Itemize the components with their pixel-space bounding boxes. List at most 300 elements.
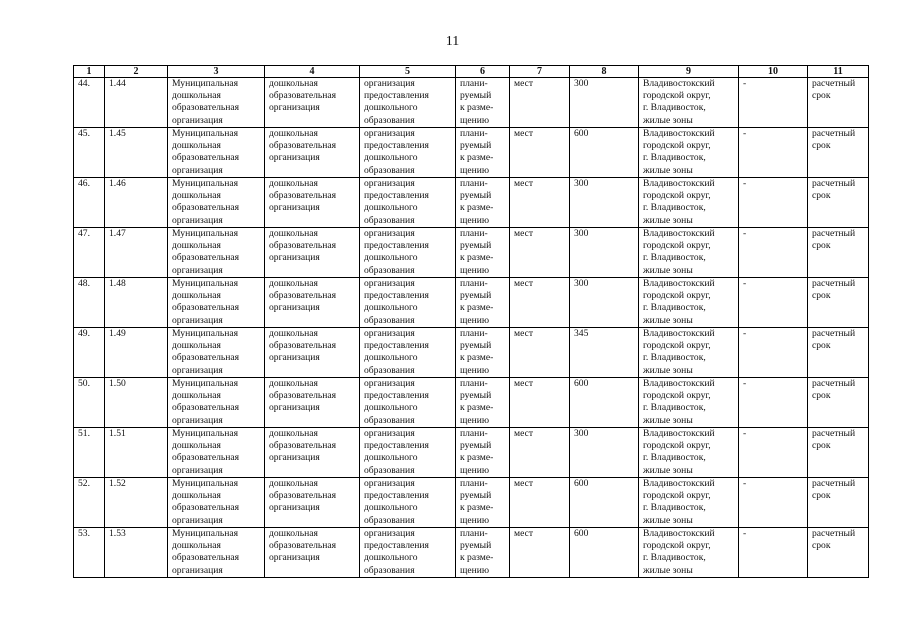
capacity-cell: 300: [570, 278, 639, 328]
location-cell-line: жилые зоны: [643, 164, 693, 176]
status-cell-line: руемый: [460, 440, 492, 452]
object-type-cell-line: дошкольная: [172, 290, 221, 302]
object-kind-cell: [265, 328, 360, 378]
purpose-cell-line: дошкольного: [364, 152, 418, 164]
object-type-cell: [168, 178, 265, 228]
row-code-cell: 1.50: [105, 378, 168, 428]
header-row: [74, 66, 869, 78]
location-cell-line: Владивостокский: [643, 528, 715, 539]
object-kind-cell-line: образовательная: [269, 540, 337, 552]
purpose-cell: [360, 528, 456, 578]
purpose-cell-line: образования: [364, 314, 415, 326]
capacity-cell: 600: [570, 378, 639, 428]
object-type-cell-line: образовательная: [172, 352, 240, 364]
object-type-cell: [168, 428, 265, 478]
term-cell: [808, 278, 869, 328]
purpose-cell-line: организация: [364, 228, 415, 239]
row-code-cell: 1.49: [105, 328, 168, 378]
term-cell-line: срок: [812, 90, 831, 102]
term-cell-line: расчетный: [812, 428, 856, 439]
status-cell-line: руемый: [460, 340, 492, 352]
column-header: 7: [510, 66, 570, 78]
location-cell-line: городской округ,: [643, 490, 711, 502]
table-row: [74, 478, 869, 528]
status-cell: [456, 178, 510, 228]
object-type-cell-line: организация: [172, 114, 223, 126]
location-cell-line: г. Владивосток,: [643, 502, 706, 514]
purpose-cell-line: предоставления: [364, 340, 429, 352]
object-kind-cell-line: образовательная: [269, 290, 337, 302]
location-cell: [639, 278, 739, 328]
column-header: 6: [456, 66, 510, 78]
purpose-cell-line: организация: [364, 278, 415, 289]
status-cell-line: к разме-: [460, 502, 494, 514]
purpose-cell-line: дошкольного: [364, 402, 418, 414]
location-cell-line: городской округ,: [643, 440, 711, 452]
object-type-cell-line: организация: [172, 414, 223, 426]
object-type-cell-line: дошкольная: [172, 540, 221, 552]
location-cell: [639, 328, 739, 378]
term-cell-line: срок: [812, 440, 831, 452]
purpose-cell-line: предоставления: [364, 390, 429, 402]
location-cell-line: жилые зоны: [643, 564, 693, 576]
status-cell: [456, 328, 510, 378]
object-type-cell-line: организация: [172, 314, 223, 326]
status-cell-line: руемый: [460, 490, 492, 502]
location-cell-line: г. Владивосток,: [643, 252, 706, 264]
object-type-cell-line: образовательная: [172, 202, 240, 214]
zone-cell: -: [739, 178, 808, 228]
location-cell: [639, 128, 739, 178]
object-kind-cell-line: образовательная: [269, 190, 337, 202]
location-cell-line: жилые зоны: [643, 414, 693, 426]
row-code-cell: 1.47: [105, 228, 168, 278]
object-kind-cell-line: организация: [269, 352, 320, 364]
object-kind-cell-line: образовательная: [269, 490, 337, 502]
purpose-cell-line: предоставления: [364, 240, 429, 252]
object-type-cell-line: образовательная: [172, 302, 240, 314]
status-cell-line: плани-: [460, 328, 488, 339]
location-cell-line: г. Владивосток,: [643, 352, 706, 364]
object-kind-cell: [265, 428, 360, 478]
status-cell: [456, 478, 510, 528]
object-type-cell-line: Муниципальная: [172, 228, 239, 239]
object-type-cell-line: дошкольная: [172, 390, 221, 402]
term-cell-line: расчетный: [812, 78, 856, 89]
object-kind-cell-line: образовательная: [269, 140, 337, 152]
unit-cell: мест: [510, 378, 570, 428]
status-cell: [456, 428, 510, 478]
object-kind-cell: [265, 378, 360, 428]
term-cell-line: расчетный: [812, 178, 856, 189]
object-kind-cell-line: образовательная: [269, 90, 337, 102]
location-cell-line: Владивостокский: [643, 78, 715, 89]
object-kind-cell-line: дошкольная: [269, 228, 318, 239]
column-header: 2: [105, 66, 168, 78]
object-type-cell-line: дошкольная: [172, 190, 221, 202]
status-cell-line: руемый: [460, 90, 492, 102]
location-cell-line: городской округ,: [643, 240, 711, 252]
purpose-cell-line: организация: [364, 528, 415, 539]
capacity-cell: 300: [570, 178, 639, 228]
location-cell-line: г. Владивосток,: [643, 402, 706, 414]
object-kind-cell: [265, 178, 360, 228]
status-cell-line: плани-: [460, 228, 488, 239]
purpose-cell: [360, 128, 456, 178]
purpose-cell-line: организация: [364, 328, 415, 339]
status-cell-line: щению: [460, 214, 490, 226]
object-type-cell-line: организация: [172, 264, 223, 276]
purpose-cell-line: дошкольного: [364, 302, 418, 314]
status-cell-line: к разме-: [460, 552, 494, 564]
purpose-cell-line: предоставления: [364, 290, 429, 302]
location-cell-line: жилые зоны: [643, 264, 693, 276]
object-kind-cell-line: образовательная: [269, 340, 337, 352]
capacity-cell: 345: [570, 328, 639, 378]
purpose-cell: [360, 178, 456, 228]
row-number-cell: 44.: [74, 78, 105, 128]
term-cell-line: расчетный: [812, 528, 856, 539]
object-type-cell-line: дошкольная: [172, 440, 221, 452]
status-cell-line: щению: [460, 414, 490, 426]
unit-cell: мест: [510, 228, 570, 278]
location-cell-line: Владивостокский: [643, 278, 715, 289]
row-number-cell: 48.: [74, 278, 105, 328]
purpose-cell-line: дошкольного: [364, 252, 418, 264]
term-cell: [808, 428, 869, 478]
location-cell-line: г. Владивосток,: [643, 552, 706, 564]
purpose-cell: [360, 378, 456, 428]
location-cell-line: городской округ,: [643, 540, 711, 552]
object-type-cell-line: организация: [172, 564, 223, 576]
object-kind-cell-line: дошкольная: [269, 528, 318, 539]
purpose-cell: [360, 478, 456, 528]
purpose-cell-line: дошкольного: [364, 352, 418, 364]
location-cell-line: жилые зоны: [643, 464, 693, 476]
object-kind-cell-line: образовательная: [269, 440, 337, 452]
object-type-cell-line: организация: [172, 514, 223, 526]
purpose-cell-line: организация: [364, 378, 415, 389]
status-cell: [456, 528, 510, 578]
row-code-cell: 1.53: [105, 528, 168, 578]
term-cell-line: расчетный: [812, 278, 856, 289]
object-kind-cell-line: дошкольная: [269, 428, 318, 439]
capacity-cell: 600: [570, 528, 639, 578]
term-cell-line: расчетный: [812, 378, 856, 389]
purpose-cell-line: дошкольного: [364, 102, 418, 114]
status-cell-line: плани-: [460, 78, 488, 89]
term-cell-line: срок: [812, 340, 831, 352]
purpose-cell-line: образования: [364, 214, 415, 226]
term-cell-line: расчетный: [812, 328, 856, 339]
status-cell-line: к разме-: [460, 102, 494, 114]
object-kind-cell: [265, 128, 360, 178]
location-cell: [639, 378, 739, 428]
location-cell: [639, 528, 739, 578]
purpose-cell-line: образования: [364, 564, 415, 576]
row-number-cell: 52.: [74, 478, 105, 528]
term-cell: [808, 128, 869, 178]
purpose-cell-line: организация: [364, 428, 415, 439]
purpose-cell: [360, 78, 456, 128]
object-type-cell-line: организация: [172, 214, 223, 226]
purpose-cell-line: предоставления: [364, 540, 429, 552]
zone-cell: -: [739, 378, 808, 428]
object-kind-cell: [265, 278, 360, 328]
status-cell-line: щению: [460, 564, 490, 576]
object-type-cell: [168, 378, 265, 428]
location-cell-line: городской округ,: [643, 290, 711, 302]
object-type-cell-line: Муниципальная: [172, 278, 239, 289]
object-type-cell-line: Муниципальная: [172, 178, 239, 189]
zone-cell: -: [739, 478, 808, 528]
location-cell-line: городской округ,: [643, 340, 711, 352]
location-cell-line: городской округ,: [643, 190, 711, 202]
location-cell-line: жилые зоны: [643, 314, 693, 326]
object-type-cell: [168, 528, 265, 578]
object-type-cell-line: дошкольная: [172, 340, 221, 352]
status-cell-line: руемый: [460, 290, 492, 302]
object-kind-cell-line: дошкольная: [269, 478, 318, 489]
capacity-cell: 600: [570, 478, 639, 528]
purpose-cell-line: образования: [364, 414, 415, 426]
location-cell-line: городской округ,: [643, 90, 711, 102]
object-type-cell-line: Муниципальная: [172, 478, 239, 489]
status-cell-line: руемый: [460, 390, 492, 402]
object-type-cell-line: дошкольная: [172, 490, 221, 502]
term-cell: [808, 328, 869, 378]
row-code-cell: 1.51: [105, 428, 168, 478]
term-cell: [808, 78, 869, 128]
purpose-cell-line: предоставления: [364, 490, 429, 502]
term-cell: [808, 478, 869, 528]
status-cell: [456, 78, 510, 128]
object-type-cell-line: Муниципальная: [172, 528, 239, 539]
status-cell-line: щению: [460, 264, 490, 276]
location-cell-line: г. Владивосток,: [643, 202, 706, 214]
purpose-cell-line: предоставления: [364, 190, 429, 202]
location-cell-line: жилые зоны: [643, 214, 693, 226]
row-code-cell: 1.52: [105, 478, 168, 528]
term-cell-line: срок: [812, 540, 831, 552]
column-header: 8: [570, 66, 639, 78]
purpose-cell-line: образования: [364, 114, 415, 126]
location-cell-line: городской округ,: [643, 390, 711, 402]
column-header: 11: [808, 66, 869, 78]
object-type-cell-line: образовательная: [172, 152, 240, 164]
location-cell: [639, 78, 739, 128]
object-kind-cell-line: организация: [269, 402, 320, 414]
unit-cell: мест: [510, 528, 570, 578]
purpose-cell-line: образования: [364, 164, 415, 176]
object-kind-cell-line: дошкольная: [269, 178, 318, 189]
column-header: 3: [168, 66, 265, 78]
table-body: [74, 78, 869, 578]
object-type-cell-line: образовательная: [172, 252, 240, 264]
capacity-cell: 600: [570, 128, 639, 178]
object-kind-cell-line: организация: [269, 152, 320, 164]
zone-cell: -: [739, 528, 808, 578]
object-kind-cell: [265, 528, 360, 578]
object-kind-cell-line: организация: [269, 102, 320, 114]
unit-cell: мест: [510, 128, 570, 178]
object-type-cell-line: образовательная: [172, 452, 240, 464]
object-type-cell: [168, 278, 265, 328]
object-kind-cell-line: организация: [269, 202, 320, 214]
capacity-cell: 300: [570, 428, 639, 478]
status-cell-line: руемый: [460, 140, 492, 152]
purpose-cell-line: организация: [364, 128, 415, 139]
purpose-cell-line: предоставления: [364, 140, 429, 152]
purpose-cell-line: предоставления: [364, 440, 429, 452]
object-kind-cell-line: организация: [269, 502, 320, 514]
object-kind-cell-line: организация: [269, 252, 320, 264]
unit-cell: мест: [510, 478, 570, 528]
row-number-cell: 47.: [74, 228, 105, 278]
object-type-cell-line: Муниципальная: [172, 78, 239, 89]
term-cell-line: срок: [812, 290, 831, 302]
row-number-cell: 49.: [74, 328, 105, 378]
object-kind-cell-line: образовательная: [269, 240, 337, 252]
object-kind-cell: [265, 78, 360, 128]
object-type-cell-line: Муниципальная: [172, 428, 239, 439]
status-cell-line: к разме-: [460, 252, 494, 264]
column-header: 1: [74, 66, 105, 78]
status-cell-line: к разме-: [460, 352, 494, 364]
status-cell-line: щению: [460, 114, 490, 126]
purpose-cell-line: образования: [364, 514, 415, 526]
status-cell-line: плани-: [460, 128, 488, 139]
object-kind-cell: [265, 228, 360, 278]
object-type-cell-line: Муниципальная: [172, 328, 239, 339]
row-number-cell: 51.: [74, 428, 105, 478]
object-type-cell-line: организация: [172, 464, 223, 476]
table-row: [74, 378, 869, 428]
object-type-cell: [168, 478, 265, 528]
zone-cell: -: [739, 128, 808, 178]
object-kind-cell-line: дошкольная: [269, 128, 318, 139]
object-kind-cell-line: дошкольная: [269, 328, 318, 339]
zone-cell: -: [739, 78, 808, 128]
term-cell-line: срок: [812, 490, 831, 502]
status-cell-line: плани-: [460, 378, 488, 389]
purpose-cell-line: дошкольного: [364, 202, 418, 214]
page-number: 11: [445, 34, 460, 49]
table-row: [74, 328, 869, 378]
status-cell-line: к разме-: [460, 402, 494, 414]
object-type-cell-line: организация: [172, 164, 223, 176]
term-cell: [808, 228, 869, 278]
location-cell-line: г. Владивосток,: [643, 102, 706, 114]
status-cell-line: руемый: [460, 190, 492, 202]
capacity-cell: 300: [570, 228, 639, 278]
location-cell-line: Владивостокский: [643, 478, 715, 489]
object-type-cell-line: дошкольная: [172, 140, 221, 152]
table-row: [74, 528, 869, 578]
status-cell-line: щению: [460, 364, 490, 376]
unit-cell: мест: [510, 278, 570, 328]
object-type-cell-line: дошкольная: [172, 240, 221, 252]
table-row: [74, 428, 869, 478]
status-cell-line: щению: [460, 314, 490, 326]
term-cell-line: срок: [812, 140, 831, 152]
status-cell-line: щению: [460, 164, 490, 176]
unit-cell: мест: [510, 328, 570, 378]
row-code-cell: 1.46: [105, 178, 168, 228]
table-row: [74, 128, 869, 178]
term-cell-line: срок: [812, 240, 831, 252]
object-type-cell: [168, 228, 265, 278]
table-row: [74, 228, 869, 278]
row-code-cell: 1.48: [105, 278, 168, 328]
location-cell-line: Владивостокский: [643, 378, 715, 389]
purpose-cell: [360, 228, 456, 278]
purpose-cell: [360, 278, 456, 328]
purpose-cell-line: дошкольного: [364, 552, 418, 564]
purpose-cell-line: дошкольного: [364, 502, 418, 514]
capacity-cell: 300: [570, 78, 639, 128]
status-cell: [456, 228, 510, 278]
status-cell-line: плани-: [460, 178, 488, 189]
object-kind-cell-line: организация: [269, 552, 320, 564]
location-cell-line: г. Владивосток,: [643, 452, 706, 464]
purpose-cell: [360, 328, 456, 378]
table-row: [74, 178, 869, 228]
row-number-cell: 46.: [74, 178, 105, 228]
row-code-cell: 1.45: [105, 128, 168, 178]
object-type-cell: [168, 128, 265, 178]
column-header: 9: [639, 66, 739, 78]
status-cell-line: руемый: [460, 540, 492, 552]
location-cell-line: городской округ,: [643, 140, 711, 152]
column-header: 5: [360, 66, 456, 78]
location-cell-line: жилые зоны: [643, 364, 693, 376]
location-cell-line: г. Владивосток,: [643, 302, 706, 314]
object-type-cell: [168, 78, 265, 128]
location-cell-line: Владивостокский: [643, 128, 715, 139]
status-cell-line: к разме-: [460, 302, 494, 314]
table-row: [74, 78, 869, 128]
column-header: 4: [265, 66, 360, 78]
status-cell-line: к разме-: [460, 452, 494, 464]
location-cell: [639, 478, 739, 528]
object-kind-cell-line: дошкольная: [269, 378, 318, 389]
status-cell: [456, 128, 510, 178]
term-cell-line: срок: [812, 390, 831, 402]
location-cell-line: Владивостокский: [643, 178, 715, 189]
term-cell-line: расчетный: [812, 478, 856, 489]
unit-cell: мест: [510, 178, 570, 228]
location-cell: [639, 228, 739, 278]
zone-cell: -: [739, 228, 808, 278]
term-cell-line: срок: [812, 190, 831, 202]
unit-cell: мест: [510, 78, 570, 128]
object-type-cell: [168, 328, 265, 378]
purpose-cell-line: организация: [364, 478, 415, 489]
object-type-cell-line: Муниципальная: [172, 128, 239, 139]
term-cell: [808, 378, 869, 428]
object-kind-cell-line: образовательная: [269, 390, 337, 402]
object-type-cell-line: образовательная: [172, 502, 240, 514]
term-cell: [808, 528, 869, 578]
purpose-cell: [360, 428, 456, 478]
purpose-cell-line: образования: [364, 464, 415, 476]
status-cell: [456, 278, 510, 328]
object-kind-cell: [265, 478, 360, 528]
status-cell-line: щению: [460, 464, 490, 476]
location-cell-line: жилые зоны: [643, 114, 693, 126]
term-cell-line: расчетный: [812, 128, 856, 139]
